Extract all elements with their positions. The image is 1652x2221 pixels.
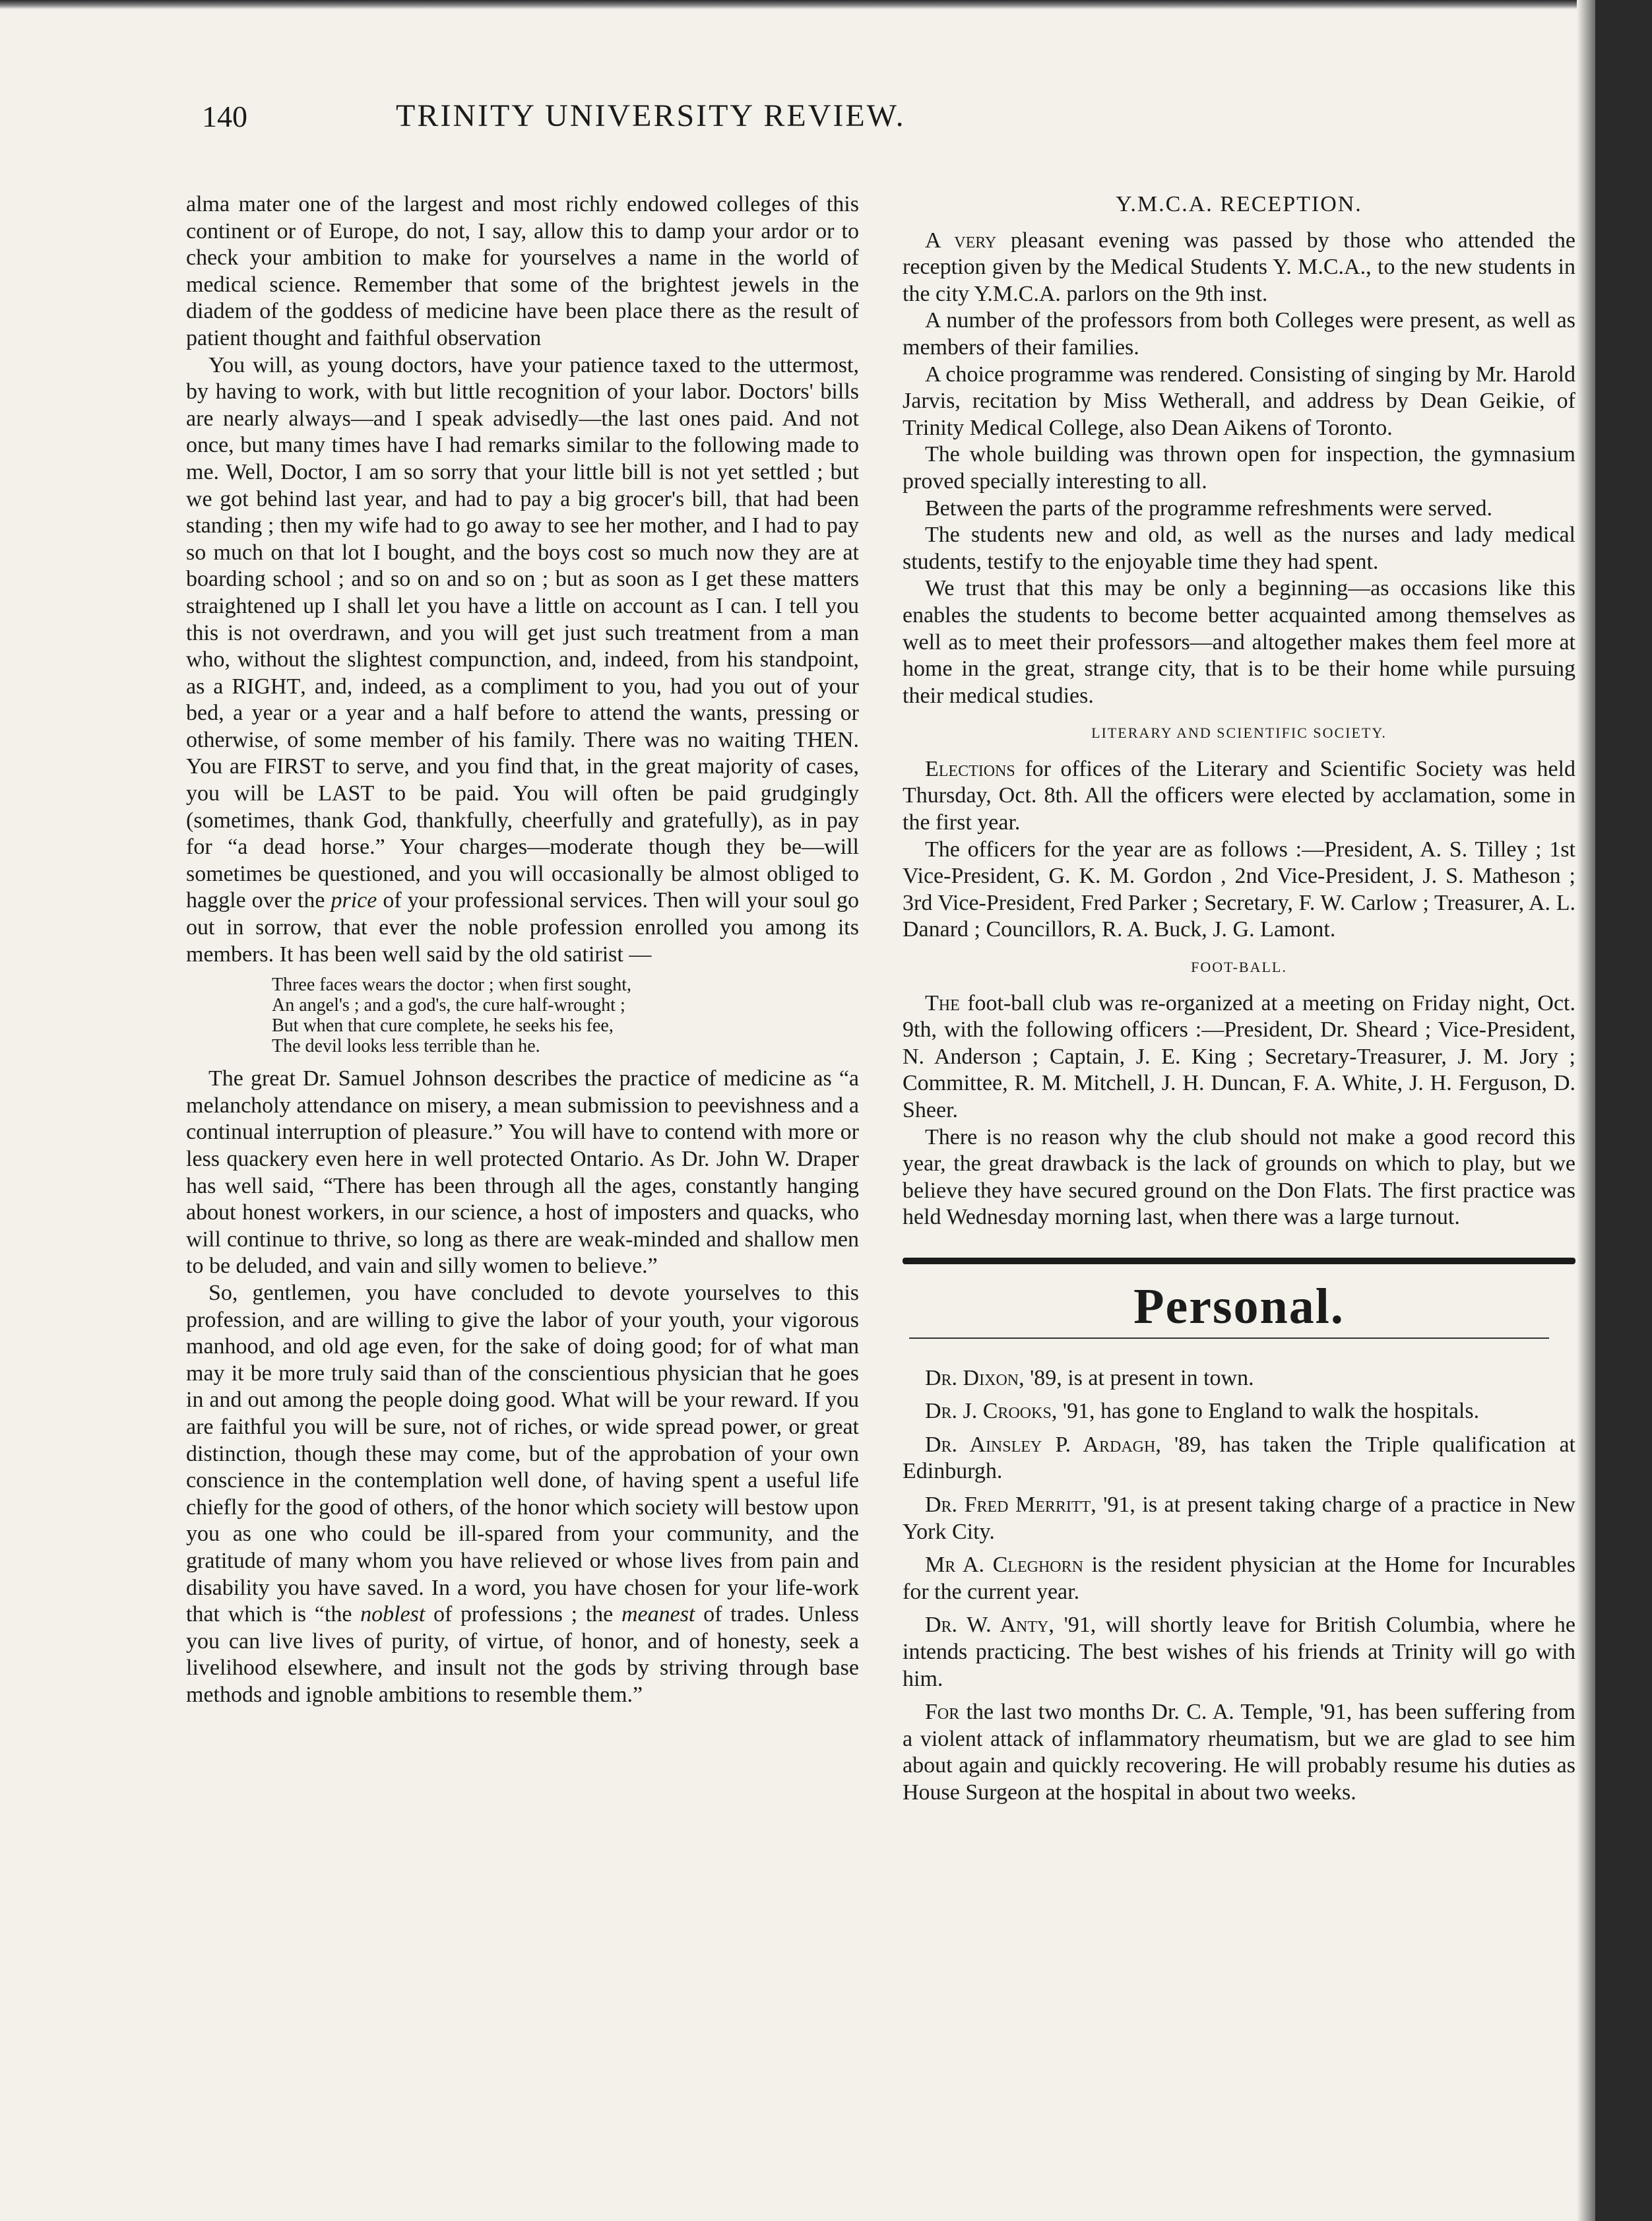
binding-gutter — [1577, 0, 1595, 2221]
football-heading: FOOT-BALL. — [1191, 959, 1287, 976]
paragraph: Between the parts of the programme refreshments were served. — [925, 496, 1493, 521]
paragraph: The great Dr. Samuel Johnson describes the practice of medicine as “a melancholy attendance on misery, a mean submission to peevishness and a continual interruption of pleasure.” You will have to contend with more or less quackery even here in well protected Ontario. As Dr. John W. Draper has well said, “There has been through all the ages, constantly hanging about honest workers, in our science, a host of imposters and quacks, who will continue to thrive, so long as there are weak-minded and shallow men to be deluded, and vain and silly women to believe.” — [186, 1066, 859, 1279]
running-head: TRINITY UNIVERSITY REVIEW. — [396, 98, 906, 133]
verse-line: Three faces wears the doctor ; when first sought, — [272, 975, 632, 996]
paragraph: There is no reason why the club should not make a good record this year, the great drawback is the lack of grounds on which to play, but we believe they have secured ground on the Don Flats. The first practice was held Wednesday morning last, when there was a large turnout. — [903, 1124, 1575, 1230]
paragraph: alma mater one of the largest and most richly endowed colleges of this continent or of Europe, do not, I say, allow this to damp your ardor or to check your ambition to make for yourselves a name in the world of medical science. Remember that some of the brightest jewels in the diadem of the goddess of medicine have been place there as the result of patient thought and faithful observation — [186, 192, 859, 350]
paragraph: We trust that this may be only a beginning—as occasions like this enables the students to become better acquainted among themselves as well as to meet their professors—and altogether makes them feel more at home in the great, strange city, that is to be their home while pursuing their medical studies. — [903, 576, 1575, 708]
section-divider — [903, 1258, 1575, 1264]
verse-line: An angel's ; and a god's, the cure half-wrought ; — [272, 995, 625, 1016]
paragraph: A very pleasant evening was passed by those who attended the reception given by the Medical Students Y. M.C.A., to the new students in the city Y.M.C.A. parlors on the 9th inst. — [903, 228, 1576, 306]
personal-item: Mr A. Cleghorn is the resident physician at the Home for Incurables for the current year. — [903, 1553, 1575, 1604]
page-number: 140 — [202, 100, 247, 133]
left-column — [186, 191, 859, 1708]
adjacent-page-edge — [1595, 0, 1652, 2221]
top-edge-rule — [0, 0, 1652, 9]
paragraph: A choice programme was rendered. Consisting of singing by Mr. Harold Jarvis, recitation by Miss Wetherall, and address by Dean Geikie, of Trinity Medical College, also Dean Aikens of Toronto. — [903, 362, 1575, 440]
paragraph: The whole building was thrown open for inspection, the gymnasium proved specially interesting to all. — [903, 442, 1575, 494]
right-column — [903, 191, 1575, 1813]
paragraph: The students new and old, as well as the nurses and lady medical students, testify to the enjoyable time they had spent. — [903, 523, 1575, 574]
personal-item: For the last two months Dr. C. A. Temple, '91, has been suffering from a violent attack of inflammatory rheumatism, but we are glad to see him about again and quickly recovering. He will probably resume his duties as House Surgeon at the hospital in about two weeks. — [903, 1700, 1575, 1805]
personal-item: Dr. J. Crooks, '91, has gone to England to walk the hospitals. — [925, 1399, 1480, 1424]
paragraph: Elections for offices of the Literary and Scientific Society was held Thursday, Oct. 8th. All the officers were elected by acclamation, some in the first year. — [903, 756, 1575, 835]
paragraph: So, gentlemen, you have concluded to devote yourselves to this profession, and are willing to give the labor of your youth, your vigorous manhood, and old age even, for the sake of doing good; for of what man may it be more truly said than of the conscientious physician that he goes in and out among the people doing good. What will be your reward. If you are faithful you will be sure, not of riches, or wide spread power, or great distinction, though these may come, but of the approbation of your own conscience in the contemplation well done, of having spent a useful life chiefly for the good of others, of the honor which society will bestow upon you as one who could be ill-spared from your community, and the gratitude of many whom you have relieved or whose lives from pain and disability you have saved. In a word, you have chosen for your life-work that which is “the noblest of professions ; the meanest of trades. Unless you can live lives of purity, of virtue, of honor, and of honesty, seek a livelihood elsewhere, and insult not the gods by striving through base methods and ignoble ambitions to resemble them.” — [186, 1280, 860, 1707]
personal-item: Dr. Fred Merritt, '91, is at present taking charge of a practice in New York City. — [903, 1492, 1575, 1544]
personal-notes — [903, 1365, 1575, 1807]
paragraph: A number of the professors from both Colleges were present, as well as members of their families. — [903, 308, 1575, 360]
personal-item: Dr. Dixon, '89, is at present in town. — [925, 1365, 1254, 1390]
literary-heading: LITERARY AND SCIENTIFIC SOCIETY. — [1091, 724, 1387, 742]
personal-item: Dr. Ainsley P. Ardagh, '89, has taken the Triple qualification at Edinburgh. — [903, 1432, 1575, 1484]
personal-item: Dr. W. Anty, '91, will shortly leave for British Columbia, where he intends practicing. The best wishes of his friends at Trinity will go with him. — [903, 1613, 1575, 1691]
personal-heading: Personal. — [1133, 1278, 1345, 1334]
heading-underline — [909, 1337, 1549, 1339]
ymca-heading: Y.M.C.A. RECEPTION. — [1116, 192, 1362, 216]
verse-line: The devil looks less terrible than he. — [272, 1036, 540, 1057]
verse-line: But when that cure complete, he seeks his fee, — [272, 1015, 614, 1037]
verse-quote — [272, 975, 859, 1056]
paragraph: You will, as young doctors, have your patience taxed to the uttermost, by having to work, with but little recognition of your labor. Doctors' bills are nearly always—and I speak advisedly—the last ones paid. And not once, but many times have I had remarks similar to the following made to me. Well, Doctor, I am so sorry that your little bill is not yet settled ; but we got behind last year, and had to pay a big grocer's bill, that had been standing ; then my wife had to go away to see her mother, and I had to pay so much on that lot I bought, and the boys cost so much now they are at boarding school ; and so on and so on ; but as soon as I get these matters straightened up I shall let you have a little on account as I can. I tell you this is not overdrawn, and you will get just such treatment from a man who, without the slightest compunction, and, indeed, from his standpoint, as a RIGHT, and, indeed, as a compliment to you, had you out of your bed, a year or a year and a half before to attend the wants, pressing or otherwise, of some member of his family. There was no waiting THEN. You are FIRST to serve, and you find that, in the great majority of cases, you will be LAST to be paid. You will often be paid grudgingly (sometimes, thank God, thankfully, cheerfully and gratefully), as in pay for “a dead horse.” Your charges—moderate though they be—will sometimes be questioned, and you will occasionally be almost obliged to haggle over the price of your professional services. Then will your soul go out in sorrow, that ever the noble profession enrolled you among its members. It has been well said by the old satirist — — [186, 352, 860, 967]
paragraph: The foot-ball club was re-organized at a meeting on Friday night, Oct. 9th, with the following officers :—President, Dr. Sheard ; Vice-President, N. Anderson ; Captain, J. E. King ; Secretary-Treasurer, J. M. Jory ; Committee, R. M. Mitchell, J. H. Duncan, F. A. White, J. H. Ferguson, D. Sheer. — [903, 990, 1576, 1122]
paragraph: The officers for the year are as follows :—President, A. S. Tilley ; 1st Vice-President, G. K. M. Gordon , 2nd Vice-President, J. S. Matheson ; 3rd Vice-President, Fred Parker ; Secretary, F. W. Carlow ; Treasurer, A. L. Danard ; Councillors, R. A. Buck, J. G. Lamont. — [903, 837, 1575, 942]
